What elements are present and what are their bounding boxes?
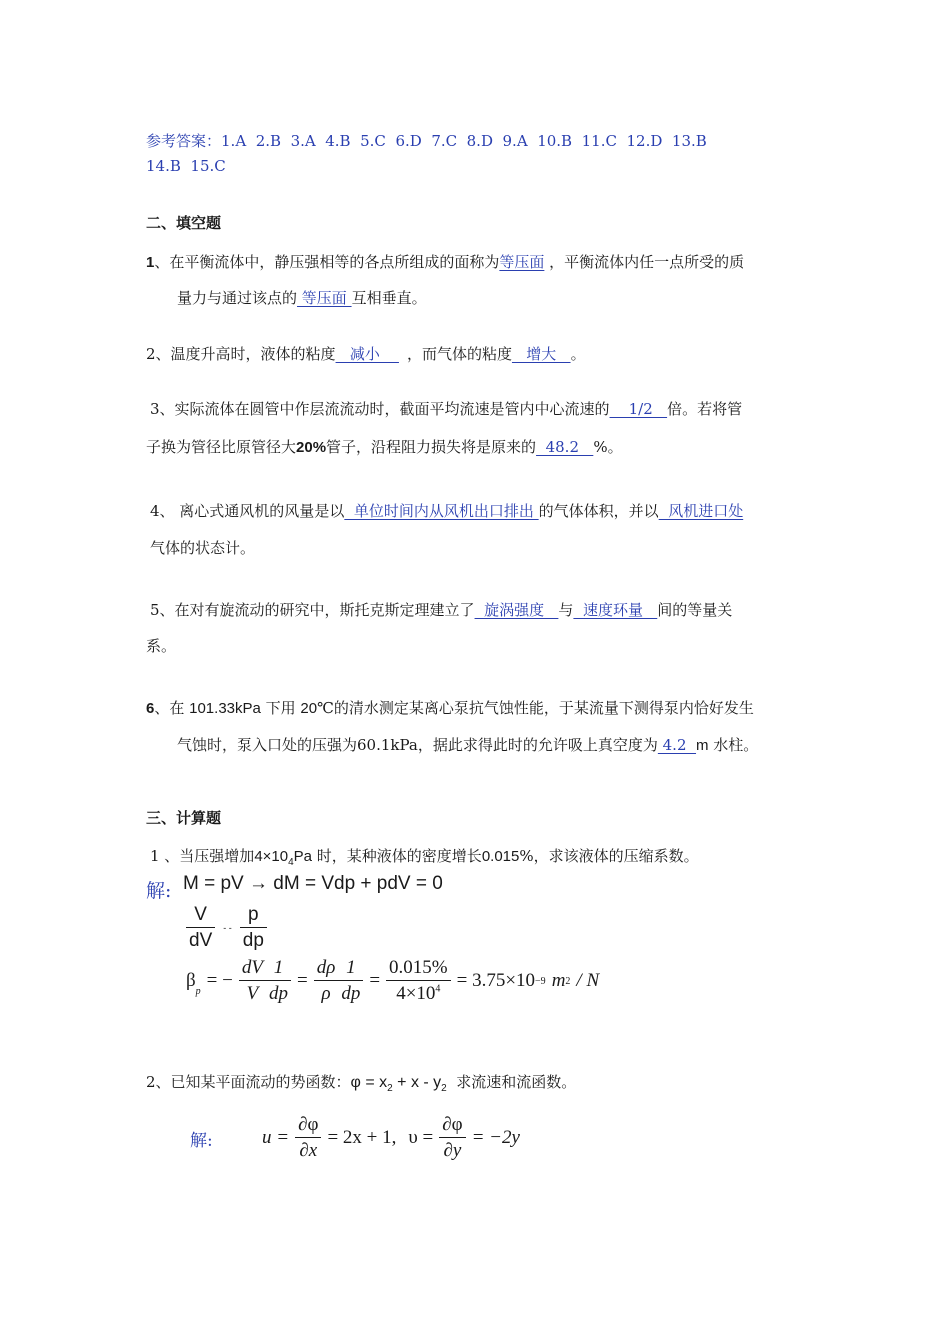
fill-q4-text: 4、 离心式通风机的风量是以 [150,502,345,520]
frac1-den: dV [189,930,213,951]
answer-key-label: 参考答案： [146,132,222,150]
fill-q1-text: 、在平衡流体中，静压强相等的各点所组成的面称为 [154,253,500,271]
fill-q3-answer1: 1/2 [609,400,668,418]
fill-q3-answer2: 48.2 [536,438,594,456]
result-unit-exp: 2 [565,975,571,987]
fill-q5-line1 [150,599,732,620]
eq-minus: = − [206,970,233,991]
fill-q3-text-e: %。 [593,438,623,456]
fill-q2-text-b: ，而气体的粘度 [406,345,512,363]
fill-q1-text-b: ，平衡流体内任一点所受的质 [544,253,745,271]
fill-q2-text-c: 。 [570,345,586,363]
dx: ∂x [299,1140,318,1161]
beta-symbol: β [186,970,196,991]
calc-q1-pct: 0.015 [481,848,520,865]
fill-q3-text-d: 管子，沿程阻力损失将是原来的 [326,438,537,456]
fill-q4-text-b: 的气体体积，并以 [538,502,659,520]
eq-sign2: = [369,970,381,991]
f-drho: dρ [314,957,339,981]
calc-q2-eq [262,1114,520,1162]
fill-q5-answer2: 速度环量 [573,601,658,619]
fill-q1-line1 [146,251,744,272]
fill-q1-answer2: 等压面 [297,289,352,307]
fill-q6-text-c: ℃的清水测定某离心泵抗气蚀性能，于某流量下测得泵内恰好发生 [317,699,754,717]
f-1a: 1 [266,957,291,981]
frac-value [386,957,451,1005]
fill-q5-text: 5、在对有旋流动的研究中，斯托克斯定理建立了 [150,601,475,619]
calc-q2-text-a: 2、已知某平面流动的势函数： [146,1073,351,1091]
f-den3: 4×10 [396,983,436,1004]
calc-q2-mid: + x - y [392,1074,442,1091]
fill-q6-text: 、在 [154,699,190,717]
fill-q1-text-c: 量力与通过该点的 [177,289,298,307]
fill-q2 [146,343,586,364]
fill-q4-answer2: 风机进口处 [658,502,744,520]
calc-q2-exp2: 2 [441,1083,447,1094]
calc-q2-text [146,1071,576,1094]
result-tail: / N [576,970,600,991]
fill-q6-text-d: 气蚀时，泵入口处的压强为60.1kPa，据此求得此时的允许吸上真空度为 [177,736,658,754]
fill-q6-text-e: 水柱。 [708,736,759,754]
fill-q1-answer1: 等压面 [499,253,545,271]
result-unit: m [551,970,566,991]
v-result: = −2y [471,1127,520,1148]
dphi2: ∂φ [439,1114,465,1138]
fill-q3-line2 [146,436,623,457]
f-dp2: dp [341,983,361,1004]
calc-q2-exp1: 2 [387,1083,393,1094]
fill-q5-line2: 系。 [146,637,177,655]
fill-q1-number: 1 [146,254,155,271]
frac1-num: V [186,904,215,928]
calc-q1-exp: 4 [288,857,294,868]
fill-q6-answer1: 4.2 [657,736,697,754]
calc-q1-eq1: M = pV → dM = Vdp + pdV = 0 [183,873,443,894]
f-num3: 0.015% [386,957,451,981]
frac-dV-V [239,957,266,1005]
fill-q2-answer1: 减小 [335,345,399,363]
result-value: = 3.75×10 [456,970,536,991]
f-1b: 1 [338,957,363,981]
calc-q2-text-b: 求流速和流函数。 [446,1073,577,1091]
fill-q1-line2 [177,287,427,308]
v-label: υ = [408,1127,434,1148]
fill-q3-line1 [150,398,742,419]
calc-q1-text-b: 时，某种液体的密度增长 [312,847,482,865]
fill-q6-temp: 20 [300,700,318,717]
beta-sub: p [195,985,201,997]
f-dV: dV [239,957,266,981]
frac-drho-rho [314,957,339,1005]
frac-dphi-dx [295,1114,321,1162]
fill-q6-text-b: 下用 [260,699,301,717]
calc-q1-unit: Pa [293,848,313,865]
calc-q1-text-a: 1 、当压强增加 [150,847,255,865]
u-result: = 2x + 1, [327,1127,397,1148]
fill-q4-answer1: 单位时间内从风机出口排出 [344,502,539,520]
calc-q1-text-c: %，求该液体的压缩系数。 [519,847,699,865]
calc-q1-eq3 [186,957,599,1005]
u-label: u = [262,1127,290,1148]
fill-q6-pressure: 101.33kPa [189,700,261,717]
fill-q6-line2 [177,734,758,755]
answer-key-values: 1.A 2.B 3.A 4.B 5.C 6.D 7.C 8.D 9.A 10.B 11.C 12.D 13.B [221,132,707,150]
answer-key-line1 [146,130,707,151]
section3-title: 三、计算题 [146,809,222,827]
fill-q2-text: 2、温度升高时，液体的粘度 [146,345,336,363]
fill-q5-answer1: 旋涡强度 [474,601,559,619]
calc-q1-eq2 [186,904,267,952]
result-exp: −9 [535,975,546,987]
answer-key-line2: 14.B 15.C [146,157,226,175]
fill-q4-line2: 气体的状态计。 [150,539,256,557]
calc-q2-solve-label: 解: [190,1131,213,1151]
frac2-den: dp [242,930,264,951]
fill-q3-percent: 20% [296,439,327,456]
calc-q1-frac2 [240,904,267,952]
f-rho: ρ [321,983,331,1004]
dphi: ∂φ [295,1114,321,1138]
eq-sign: = [296,970,308,991]
frac-1-dp [266,957,291,1005]
section2-title: 二、填空题 [146,214,222,232]
calc-q2-phi: φ = x [350,1074,388,1091]
fill-q6-unit: m [696,737,709,754]
fill-q3-text-b: 倍。若将管 [667,400,743,418]
fill-q4-line1 [150,500,743,521]
fill-q5-text-c: 间的等量关 [657,601,733,619]
fill-q2-answer2: 增大 [511,345,571,363]
fill-q3-text-c: 子换为管径比原管径大 [146,438,297,456]
f-dp: dp [268,983,288,1004]
fill-q3-text: 3、实际流体在圆管中作层流流动时，截面平均流速是管内中心流速的 [150,400,610,418]
fill-q5-text-b: 与 [558,601,574,619]
f-den3-exp: 4 [435,983,441,995]
frac2-num: p [240,904,267,928]
dy: ∂y [443,1140,462,1161]
fill-q1-text-d: 互相垂直。 [351,289,427,307]
calc-q1-frac1 [186,904,215,952]
calc-q1-text [150,845,699,868]
calc-q1-value: 4×10 [254,848,289,865]
calc-q1-solve-label: 解: [146,880,172,902]
frac-dphi-dy [439,1114,465,1162]
calc-q1-mid: - - [223,923,232,933]
frac-1-dp2 [338,957,363,1005]
fill-q6-line1 [146,697,754,718]
f-V: V [246,983,259,1004]
fill-q6-number: 6 [146,700,155,717]
